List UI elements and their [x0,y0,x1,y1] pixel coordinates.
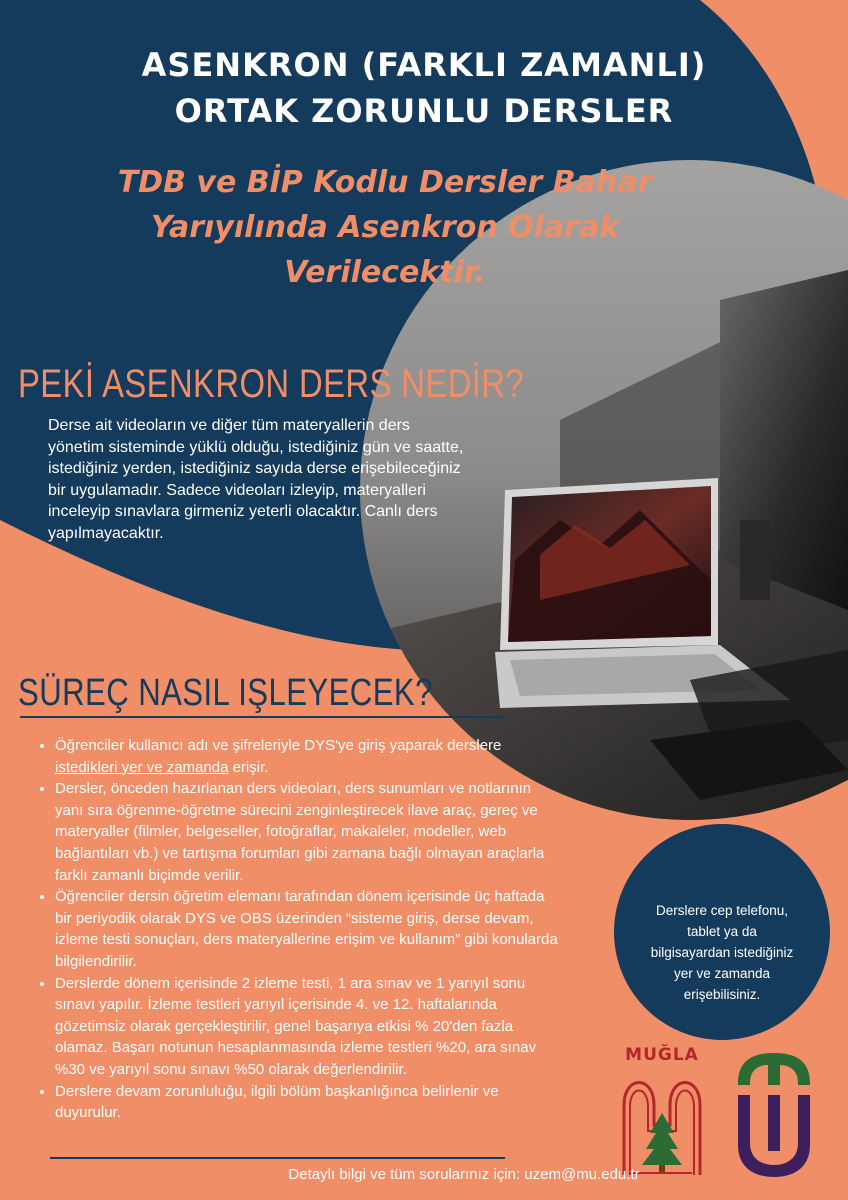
footer-contact: Detaylı bilgi ve tüm sorularınız için: uzem@mu.edu.tr [288,1166,640,1183]
list-item [55,735,561,778]
list-item: • Derslere devam zorunluluğu, ilgili bölüm başkanlığınca belirlenir ve duyurulur. [55,1081,561,1124]
note-line4: yer ve zamanda [673,966,771,981]
process-list [36,735,561,1124]
note-line5: erişebilisiniz. [683,987,761,1002]
uzem-emblem-icon [720,1043,828,1183]
list-item: • Öğrenciler dersin öğretim elemanı tarafından dönem içerisinde üç haftada bir periyodik olarak DYS ve OBS üzerinden “sisteme giriş, derse devam, izleme testi sonuçları, ders materyallerine erişim ve kullanım” gibi konularda bilgilendirilir. [55,886,561,972]
section2-heading: SÜREÇ NASIL IŞLEYECEK? [18,672,433,714]
list-item: • Dersler, önceden hazırlanan ders videoları, ders sunumları ve notlarının yanı sıra öğrenme-öğretme sürecini zenginleştirecek ilave araç, gereç ve materyaller (filmler, belgeseller, fotoğraflar, makaleler, modeller, web bağlantıları vb.) ve tartışma forumları gibi zamana bağlı olmayan araçlarla farklı zamanlı biçimde verilir. [55,778,561,886]
subtitle [60,160,710,295]
section1-body: Derse ait videoların ve diğer tüm materyallerin ders yönetim sisteminde yüklü olduğu, istediğiniz gün ve saatte, istediğiniz yerden, istediğiniz sayıda derse erişebileceğiniz bir uygulamadır. Sadece videoları izleyip, materyalleri inceleyip sınavlara girmeniz yeterli olacaktır. Canlı ders yapılmayacaktır. [48,417,464,542]
page-title-line2: ORTAK ZORUNLU DERSLER [174,92,674,130]
subtitle-line2: Yarıyılında Asenkron Olarak [150,210,620,245]
bullet1-end: erişir. [228,758,269,776]
mugla-logo-text: MUĞLA [625,1045,699,1065]
bullet1-underlined: istedikleri yer ve zamanda [55,758,229,776]
page-title-line1: ASENKRON (FARKLI ZAMANLI) [141,46,707,84]
note-line3: bilgisayardan istediğiniz [650,945,794,960]
mugla-university-logo [612,1045,712,1185]
note-line1: Derslere cep telefonu, [655,903,789,918]
list-item: • Derslerde dönem içerisinde 2 izleme testi, 1 ara sınav ve 1 yarıyıl sonu sınavı yapılır. İzleme testleri yarıyıl içerisinde 4. ve 12. haftalarında gözetimsiz olarak gerçekleştirilir, genel başarıya etkisi % 20'den fazla olamaz. Başarı notunun hesaplanmasında izleme testleri %20, ara sınav %30 ve yarıyıl sonu sınavı %50 olarak değerlendirilir. [55,973,561,1081]
uzem-logo [720,1043,828,1183]
device-access-note [622,900,822,1005]
section1-heading: PEKİ ASENKRON DERS NEDİR? [18,362,525,406]
subtitle-line1: TDB ve BİP Kodlu Dersler Bahar [117,165,653,200]
note-line2: tablet ya da [687,924,757,939]
bullet1-text: Öğrenciler kullanıcı adı ve şifreleriyle DYS'ye giriş yaparak derslere [55,737,502,754]
subtitle-line3: Verilecektir. [284,255,486,290]
